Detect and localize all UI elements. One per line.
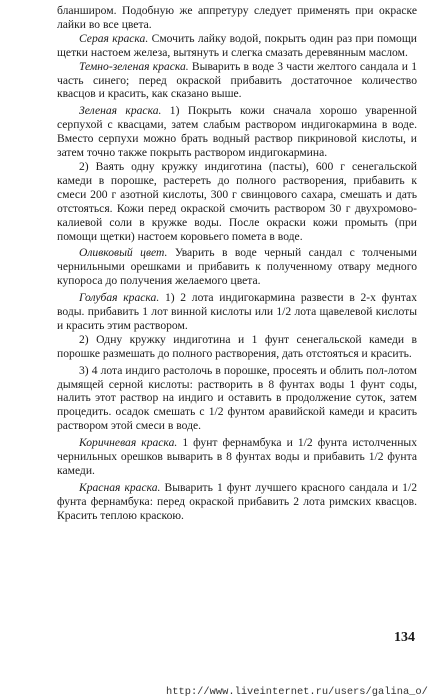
paragraph-olive-color	[57, 246, 417, 288]
paragraph-text: бланширом. Подобную же аппретуру следует применять при окраске лайки во все цвета.	[57, 4, 417, 31]
paragraph-text: 1) Покрыть кожи сначала хорошо уваренной серпухой с квасцами, затем слабым раствором индигокармина в воде. Вместо серпухи можно брать водный раствор пикриновой кислоты, и затем точно также покрыть раствором индигокармина.	[57, 104, 417, 160]
paragraph-red-dye	[57, 481, 417, 523]
paragraph-green-dye-2	[57, 160, 417, 243]
paragraph-text: Выварить в воде 3 части желтого сандала и 1 часть синего; перед окраской прибавить достаточное количество квасцов и красить, как сказано выше.	[57, 59, 417, 101]
paragraph-blue-dye-2	[57, 333, 417, 361]
book-page-text	[57, 4, 417, 523]
paragraph-text: 2) Ваять одну кружку индиготина (пасты), 600 г сенегальской камеди в порошке, растереть до полного растворения, прибавить к смеси 200 г азотной кислоты, 300 г свинцового сахара, смешать и дать отстояться. Кожи перед окраской смочить раствором 30 г двухромово-калиевой соли в кружке воды. После окраски кожи промыть (при помощи щетки) настоем коровьего помета в воде.	[57, 159, 417, 243]
page-number: 134	[394, 630, 415, 645]
recipe-heading: Зеленая краска.	[79, 104, 162, 118]
recipe-heading: Голубая краска.	[79, 291, 160, 305]
recipe-heading: Серая краска.	[79, 31, 149, 45]
paragraph-brown-dye	[57, 436, 417, 478]
paragraph-text: Уварить в воде черный сандал с толчеными чернильными орешками и прибавить к полученному отвару медного купороса до получения желаемого цвета.	[57, 246, 417, 288]
paragraph-continuation	[57, 4, 417, 32]
paragraph-blue-dye-3	[57, 364, 417, 434]
paragraph-green-dye-1	[57, 104, 417, 160]
paragraph-text: 2) Одну кружку индиготина и 1 фунт сенегальской камеди в порошке размешать до полного растворения, дать отстояться и красить.	[57, 332, 417, 360]
paragraph-text: 1 фунт фернамбука и 1/2 фунта истолченных чернильных орешков выварить в 8 фунтах воды и прибавить 1/2 фунта камеди.	[57, 436, 417, 477]
recipe-heading: Красная краска.	[79, 480, 161, 494]
recipe-heading: Оливковый цвет.	[79, 246, 168, 260]
paragraph-blue-dye-1	[57, 291, 417, 333]
paragraph-text: Выварить 1 фунт лучшего красного сандала и 1/2 фунта фернамбука: перед окраской прибавить 2 лота римских квасцов. Красить теплою краскою.	[57, 480, 417, 522]
recipe-heading: Темно-зеленая краска.	[79, 59, 189, 73]
paragraph-text: 3) 4 лота индиго растолочь в порошке, просеять и облить пол-лотом дымящей серной кислоты: растворить в 8 фунтах воды 1 фунт соды, налить этот раствор на индиго и оставить в продолжение суток, затем процедить. осадок смешать с 1/2 фунтом аравийской камеди и красить раствором этой смеси в воде.	[57, 363, 417, 433]
paragraph-gray-dye	[57, 32, 417, 60]
paragraph-text: 1) 2 лота индигокармина развести в 2-х фунтах воды. прибавить 1 лот винной кислоты или 1/2 лота щавелевой кислоты и красить этим раствором.	[57, 291, 418, 332]
recipe-heading: Коричневая краска.	[79, 436, 178, 450]
paragraph-text: Смочить лайку водой, покрыть один раз при помощи щетки настоем железа, вытянуть и слегка смазать деревянным маслом.	[57, 31, 417, 59]
paragraph-dark-green-dye	[57, 60, 417, 102]
source-url-footer: http://www.liveinternet.ru/users/galina_o/	[166, 686, 428, 698]
